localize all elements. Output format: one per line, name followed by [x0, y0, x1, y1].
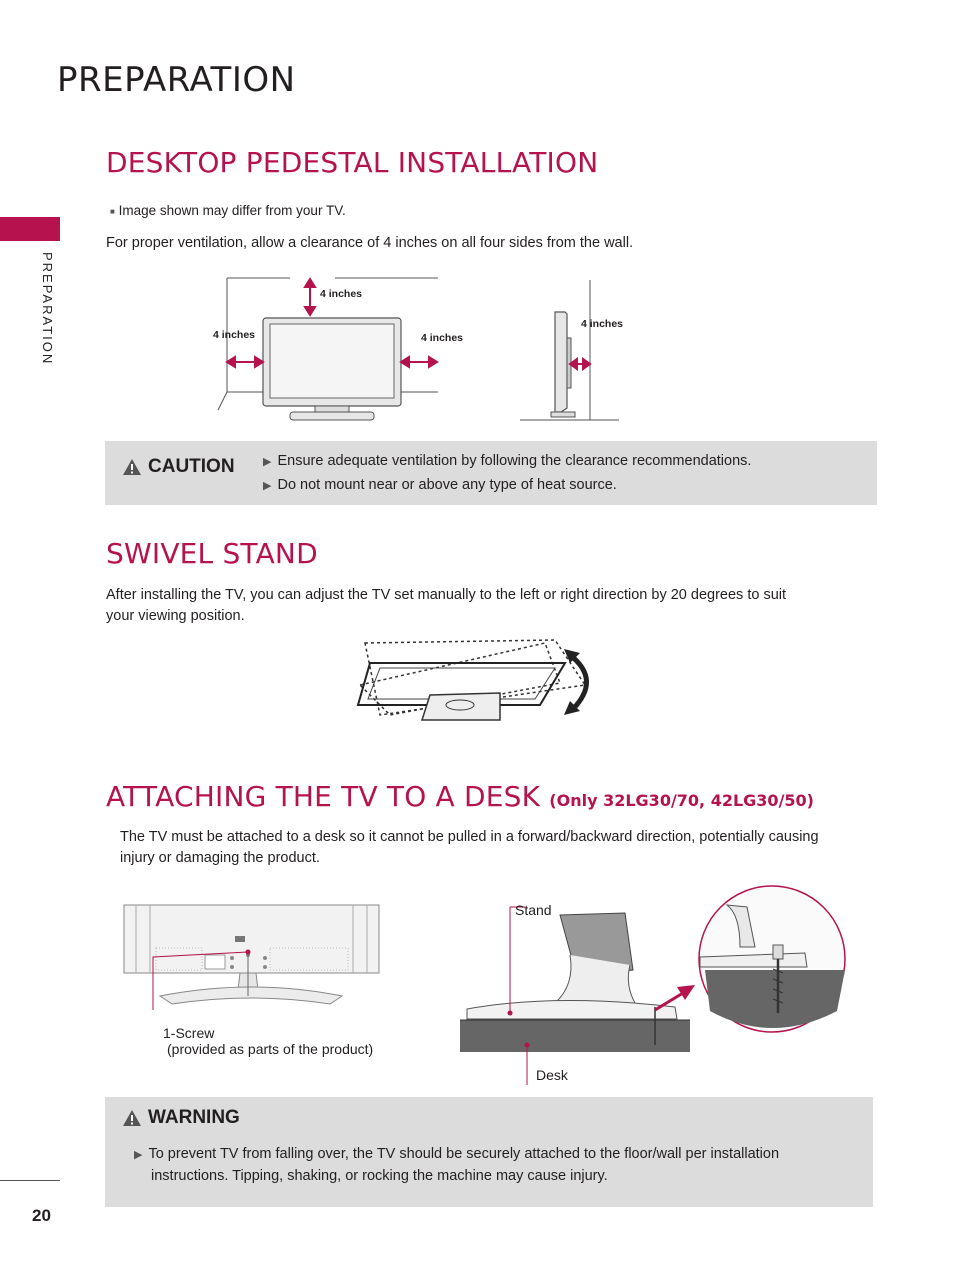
- swivel-heading: SWIVEL STAND: [106, 537, 318, 570]
- image-note: [110, 203, 346, 218]
- play-arrow-icon: ▶: [263, 456, 272, 468]
- side-tab-marker: [0, 217, 60, 241]
- page-number: 20: [32, 1206, 51, 1225]
- caution-label-group: [122, 456, 235, 478]
- attach-heading-models: (Only 32LG30/70, 42LG30/50): [549, 791, 814, 810]
- clearance-top-label: 4 inches: [320, 288, 363, 300]
- warning-box: [105, 1097, 873, 1207]
- clearance-right-label: 4 inches: [421, 332, 464, 344]
- tv-back-illustration: [120, 900, 385, 1010]
- warning-line-1: To prevent TV from falling over, the TV should be securely attached to the floor/wall per installation: [148, 1146, 780, 1162]
- screw-label-line-1: 1-Screw: [163, 1025, 215, 1041]
- clearance-left-label: 4 inches: [213, 329, 256, 341]
- swivel-text-line-2: your viewing position.: [106, 608, 245, 624]
- screw-label: [163, 1025, 373, 1057]
- clearance-side-label: 4 inches: [581, 318, 624, 330]
- caution-label: CAUTION: [148, 456, 235, 477]
- swivel-text-line-1: After installing the TV, you can adjust the TV set manually to the left or right direction by 20 degrees to suit: [106, 587, 787, 603]
- swivel-text: [106, 585, 786, 627]
- page-title: PREPARATION: [57, 60, 296, 100]
- attach-text: [120, 827, 819, 869]
- square-bullet-icon: ■: [110, 206, 115, 216]
- caution-item-1: [263, 449, 751, 474]
- image-note-text: Image shown may differ from your TV.: [118, 203, 346, 218]
- caution-box: [105, 441, 877, 505]
- caution-item-2-text: Do not mount near or above any type of heat source.: [277, 477, 617, 493]
- warning-triangle-icon: [122, 1109, 142, 1127]
- swivel-illustration: [350, 635, 600, 730]
- warning-triangle-icon: [122, 458, 142, 476]
- desk-label: Desk: [536, 1067, 568, 1083]
- warning-item-line-1: [134, 1144, 779, 1166]
- ventilation-text: For proper ventilation, allow a clearance of 4 inches on all four sides from the wall.: [106, 235, 634, 251]
- warning-label: WARNING: [148, 1107, 240, 1128]
- attach-heading: [106, 780, 814, 813]
- footer-rule: [0, 1180, 60, 1181]
- caution-item-1-text: Ensure adequate ventilation by following the clearance recommendations.: [277, 453, 752, 469]
- attach-text-line-2: injury or damaging the product.: [120, 850, 320, 866]
- warning-item: [134, 1144, 779, 1187]
- warning-label-group: [122, 1107, 240, 1129]
- side-clearance-illustration: [515, 278, 625, 424]
- pedestal-heading: DESKTOP PEDESTAL INSTALLATION: [106, 146, 599, 179]
- attach-text-line-1: The TV must be attached to a desk so it cannot be pulled in a forward/backward direction, potentially causing: [120, 829, 819, 845]
- screw-label-line-2: (provided as parts of the product): [167, 1041, 374, 1057]
- attach-heading-main: ATTACHING THE TV TO A DESK: [106, 780, 541, 813]
- warning-line-2: instructions. Tipping, shaking, or rocking the machine may cause injury.: [151, 1168, 608, 1184]
- play-arrow-icon: ▶: [134, 1149, 143, 1161]
- stand-label: Stand: [515, 902, 552, 918]
- caution-item-2: [263, 473, 617, 498]
- side-section-label: PREPARATION: [40, 252, 55, 366]
- play-arrow-icon: ▶: [263, 480, 272, 492]
